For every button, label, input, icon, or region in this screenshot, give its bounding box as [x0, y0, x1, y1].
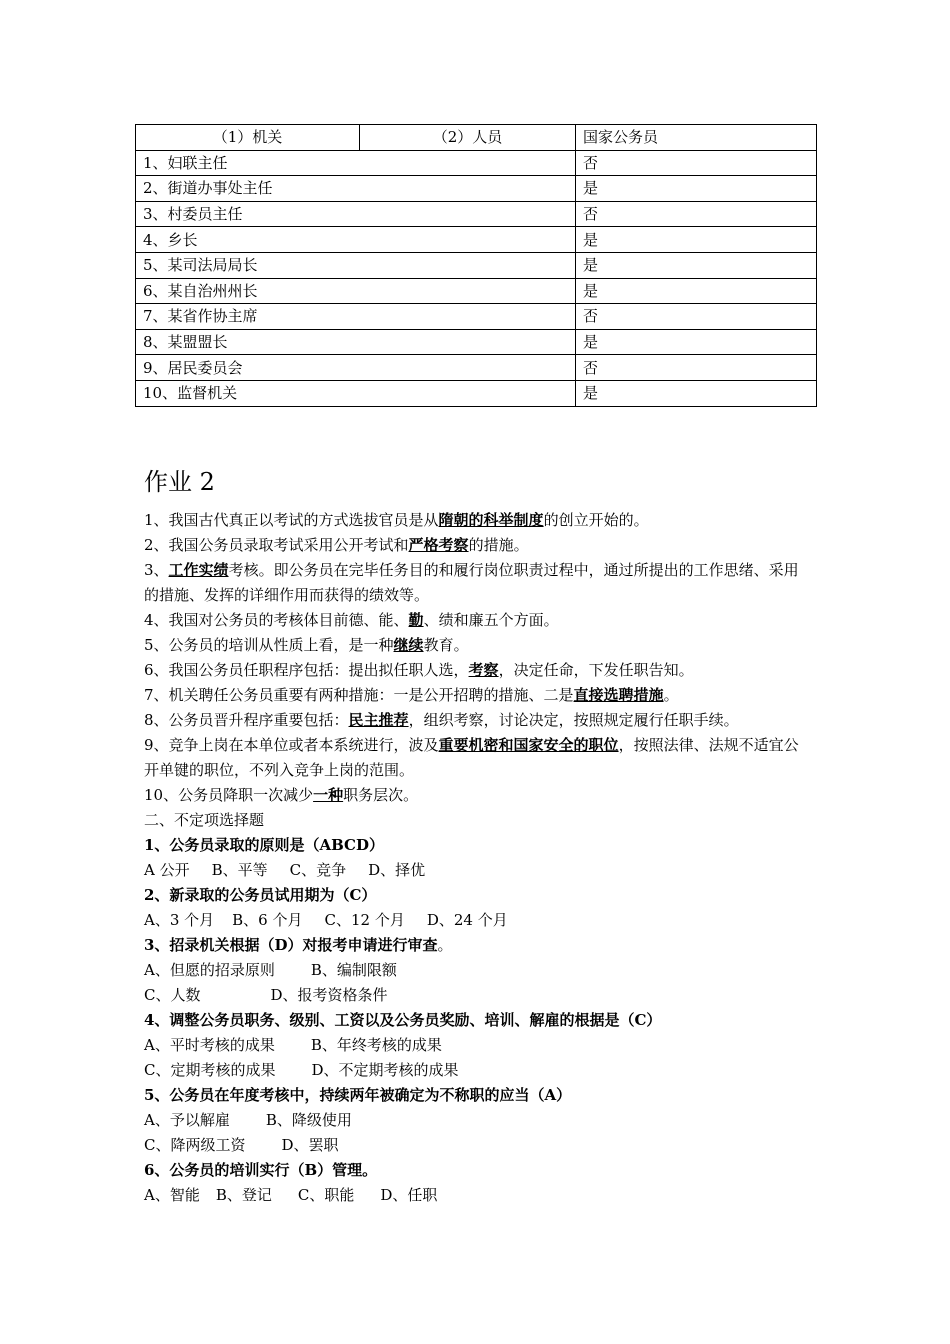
fill-blank-item — [144, 658, 812, 683]
question-text-tail: 的措施。 — [468, 536, 529, 554]
question-text-tail: 的创立开始的。 — [543, 511, 649, 529]
question-stem — [144, 933, 812, 958]
header-organ: （1）机关 — [136, 125, 360, 151]
fill-blank-item — [144, 633, 812, 658]
row-position: 3、村委员主任 — [136, 201, 576, 227]
answer-text: 直接选聘措施 — [573, 686, 664, 704]
header-personnel: （2）人员 — [360, 125, 576, 151]
row-position: 2、街道办事处主任 — [136, 176, 576, 202]
question-text-tail: 职务层次。 — [343, 786, 419, 804]
options-line — [144, 908, 812, 933]
question-text-tail: 教育。 — [423, 636, 469, 654]
question-text: 2、我国公务员录取考试采用公开考试和 — [144, 536, 409, 554]
option: A、3 个月 — [144, 911, 215, 929]
classification-table — [135, 124, 817, 407]
option: C、12 个月 — [324, 911, 405, 929]
question-text-tail: ，决定任命，下发任职告知。 — [498, 661, 694, 679]
options-line — [144, 858, 812, 883]
fill-blank-item — [144, 683, 812, 708]
homework-heading: 作业 2 — [144, 468, 215, 496]
row-is-civil-servant: 是 — [576, 329, 817, 355]
option: C、职能 — [297, 1186, 355, 1204]
option: B、6 个月 — [232, 911, 303, 929]
row-is-civil-servant: 否 — [576, 150, 817, 176]
table-row — [136, 355, 817, 381]
options-line — [144, 1108, 812, 1133]
option: D、罢职 — [281, 1136, 339, 1154]
question-text: 3、 — [144, 561, 169, 579]
option: A 公开 — [144, 861, 190, 879]
option: A、平时考核的成果 — [144, 1036, 275, 1054]
fill-blank-item — [144, 533, 812, 558]
answer-text: 重要机密和国家安全的职位 — [438, 736, 619, 754]
fill-blank-item — [144, 608, 812, 633]
question-stem — [144, 883, 812, 908]
table-row — [136, 176, 817, 202]
homework-content — [144, 508, 812, 1208]
option: D、24 个月 — [426, 911, 508, 929]
option: D、择优 — [368, 861, 426, 879]
row-is-civil-servant: 否 — [576, 355, 817, 381]
row-position: 7、某省作协主席 — [136, 304, 576, 330]
options-line — [144, 1133, 812, 1158]
question-text-tail: 。 — [663, 686, 679, 704]
row-is-civil-servant: 是 — [576, 278, 817, 304]
row-is-civil-servant: 否 — [576, 201, 817, 227]
question-text: 4、我国对公务员的考核体目前德、能、 — [144, 611, 409, 629]
option: B、登记 — [215, 1186, 272, 1204]
answer-text: 勤 — [408, 611, 424, 629]
question-stem-text: 4、调整公务员职务、级别、工资以及公务员奖励、培训、解雇的根据是（C） — [144, 1011, 662, 1029]
question-stem — [144, 1158, 812, 1183]
row-position: 8、某盟盟长 — [136, 329, 576, 355]
row-is-civil-servant: 否 — [576, 304, 817, 330]
question-stem-text: 6、公务员的培训实行（B）管理。 — [144, 1161, 378, 1179]
question-text-tail: ，按照法律、法规不适宜公开单键的职位，不列入竞争上岗的范围。 — [144, 736, 799, 779]
row-position: 4、乡长 — [136, 227, 576, 253]
question-text: 9、竞争上岗在本单位或者本系统进行，波及 — [144, 736, 439, 754]
question-stem — [144, 1008, 812, 1033]
answer-text: 考察 — [468, 661, 499, 679]
answer-text: 严格考察 — [408, 536, 469, 554]
answer-text: 一种 — [313, 786, 344, 804]
question-text: 7、机关聘任公务员重要有两种措施：一是公开招聘的措施、二是 — [144, 686, 574, 704]
option: D、报考资格条件 — [270, 986, 388, 1004]
row-is-civil-servant: 是 — [576, 380, 817, 406]
answer-text: 隋朝的科举制度 — [438, 511, 544, 529]
row-position: 6、某自治州州长 — [136, 278, 576, 304]
table-header-row — [136, 125, 817, 151]
table-row — [136, 278, 817, 304]
row-position: 10、监督机关 — [136, 380, 576, 406]
option: C、人数 — [144, 986, 201, 1004]
row-position: 9、居民委员会 — [136, 355, 576, 381]
options-line — [144, 958, 812, 983]
table-row — [136, 227, 817, 253]
option: D、不定期考核的成果 — [311, 1061, 459, 1079]
question-text-tail: 、绩和廉五个方面。 — [423, 611, 559, 629]
section-title: 二、不定项选择题 — [144, 811, 265, 829]
question-stem-text: 2、新录取的公务员试用期为（C） — [144, 886, 377, 904]
question-text: 10、公务员降职一次减少 — [144, 786, 314, 804]
fill-blank-item — [144, 708, 812, 733]
option: A、智能 — [144, 1186, 200, 1204]
question-stem — [144, 833, 812, 858]
question-stem — [144, 1083, 812, 1108]
question-text: 8、公务员晋升程序重要包括： — [144, 711, 349, 729]
options-line — [144, 1183, 812, 1208]
row-is-civil-servant: 是 — [576, 252, 817, 278]
question-stem-tail: 。 — [437, 936, 453, 954]
fill-blank-item — [144, 508, 812, 533]
row-is-civil-servant: 是 — [576, 176, 817, 202]
options-line — [144, 983, 812, 1008]
option: B、编制限额 — [310, 961, 397, 979]
options-line — [144, 1058, 812, 1083]
option: A、但愿的招录原则 — [144, 961, 275, 979]
option: B、降级使用 — [265, 1111, 352, 1129]
table-row — [136, 380, 817, 406]
option: C、降两级工资 — [144, 1136, 246, 1154]
question-text: 1、我国古代真正以考试的方式选拔官员是从 — [144, 511, 439, 529]
table-row — [136, 304, 817, 330]
table-row — [136, 150, 817, 176]
question-text-tail: 考核。即公务员在完毕任务目的和履行岗位职责过程中，通过所提出的工作思绪、采用的措施、发挥的详细作用而获得的绩效等。 — [144, 561, 799, 604]
answer-text: 继续 — [393, 636, 424, 654]
row-position: 5、某司法局局长 — [136, 252, 576, 278]
option: C、竞争 — [289, 861, 347, 879]
header-civil-servant: 国家公务员 — [576, 125, 817, 151]
options-line — [144, 1033, 812, 1058]
table-row — [136, 252, 817, 278]
fill-blank-item — [144, 783, 812, 808]
table-body — [136, 150, 817, 406]
row-is-civil-servant: 是 — [576, 227, 817, 253]
option: D、任职 — [380, 1186, 438, 1204]
option: C、定期考核的成果 — [144, 1061, 276, 1079]
row-position: 1、妇联主任 — [136, 150, 576, 176]
option: B、年终考核的成果 — [310, 1036, 442, 1054]
option: A、予以解雇 — [144, 1111, 230, 1129]
question-stem-text: 3、招录机关根据（D）对报考申请进行审查 — [144, 936, 438, 954]
table-row — [136, 201, 817, 227]
question-stem-text: 1、公务员录取的原则是（ABCD） — [144, 836, 384, 854]
answer-text: 民主推荐 — [348, 711, 409, 729]
question-text: 6、我国公务员任职程序包括：提出拟任职人选， — [144, 661, 469, 679]
answer-text: 工作实绩 — [168, 561, 229, 579]
question-text-tail: ，组织考察，讨论决定，按照规定履行任职手续。 — [408, 711, 739, 729]
table-row — [136, 329, 817, 355]
option: B、平等 — [211, 861, 268, 879]
question-stem-text: 5、公务员在年度考核中，持续两年被确定为不称职的应当（A） — [144, 1086, 572, 1104]
fill-blank-item — [144, 733, 812, 783]
question-text: 5、公务员的培训从性质上看，是一种 — [144, 636, 394, 654]
fill-blank-item — [144, 558, 812, 608]
